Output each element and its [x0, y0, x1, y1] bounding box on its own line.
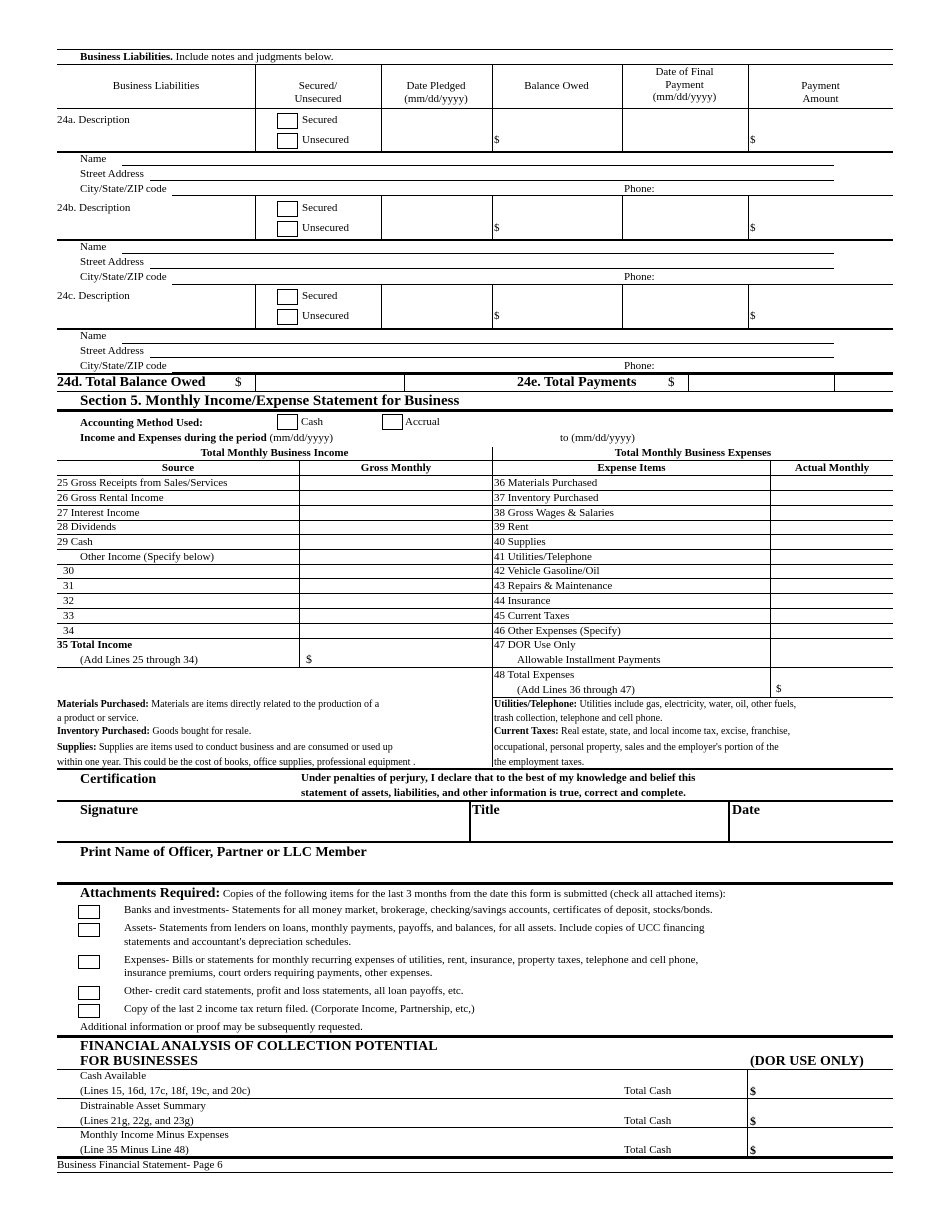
secured-checkbox[interactable]	[277, 113, 298, 129]
analysis-title-1: FINANCIAL ANALYSIS OF COLLECTION POTENTIAL	[80, 1039, 438, 1054]
certification-title: Certification	[80, 772, 157, 787]
cash-checkbox[interactable]	[277, 414, 298, 430]
divider	[57, 49, 893, 50]
accounting-method-label: Accounting Method Used:	[80, 417, 203, 429]
balance-dollar: $	[494, 134, 500, 146]
attachment-checkbox-expenses[interactable]	[78, 955, 100, 969]
divider	[57, 64, 893, 65]
attachment-checkbox-tax-return[interactable]	[78, 1004, 100, 1018]
certification-statement-1: Under penalties of perjury, I declare that to the best of my knowledge and belief this	[301, 772, 696, 784]
page-footer: Business Financial Statement- Page 6	[57, 1159, 223, 1171]
unsecured-checkbox[interactable]	[277, 221, 298, 237]
signature-line[interactable]	[57, 841, 893, 843]
attachments-heading: Attachments Required: Copies of the following items for the last 3 months from the date this form is submitted (check all attached items):	[80, 886, 726, 901]
row-label: 24a. Description	[57, 114, 130, 126]
city-label: City/State/ZIP code	[80, 183, 167, 195]
street-label: Street Address	[80, 168, 144, 180]
unsecured-checkbox[interactable]	[277, 309, 298, 325]
cash-available-label: Cash Available	[80, 1070, 147, 1082]
street-label: Street Address	[80, 345, 144, 357]
total-balance-label: 24d. Total Balance Owed	[57, 375, 206, 390]
col-date-pledged: Date Pledged (mm/dd/yyyy)	[404, 80, 468, 105]
attachment-assets-cont: statements and accountant's depreciation schedules.	[124, 936, 352, 948]
phone-label: Phone:	[624, 271, 655, 283]
total-payments-label: 24e. Total Payments	[517, 375, 637, 390]
row-label: 24c. Description	[57, 290, 130, 302]
total-cash-dollar: $	[750, 1084, 756, 1098]
secured-label: Secured	[302, 202, 338, 214]
note-supplies-cont: within one year. This could be the cost of books, office supplies, professional equipment .	[57, 757, 416, 768]
col-secured: Secured/ Unsecured	[294, 80, 342, 105]
cash-available-lines: (Lines 15, 16d, 17c, 18f, 19c, and 20c)	[80, 1085, 251, 1097]
attachment-checkbox-banks[interactable]	[78, 905, 100, 919]
income-row-33: 33	[63, 610, 74, 622]
expense-row-36: 36 Materials Purchased	[494, 477, 598, 489]
income-row-26: 26 Gross Rental Income	[57, 492, 164, 504]
unsecured-label: Unsecured	[302, 310, 350, 322]
secured-label: Secured	[302, 114, 338, 126]
name-label: Name	[80, 153, 107, 165]
total-income-sub: (Add Lines 25 through 34)	[80, 654, 198, 666]
total-cash-dollar: $	[750, 1143, 756, 1157]
expense-row-46: 46 Other Expenses (Specify)	[494, 625, 621, 637]
attachments-footer-note: Additional information or proof may be subsequently requested.	[80, 1021, 363, 1033]
phone-label: Phone:	[624, 360, 655, 372]
name-label: Name	[80, 241, 107, 253]
note-utilities-cont: trash collection, telephone and cell phone.	[494, 713, 663, 724]
income-row-27: 27 Interest Income	[57, 507, 140, 519]
col-final-payment: Date of Final Payment (mm/dd/yyyy)	[652, 66, 717, 104]
signature-label: Signature	[80, 803, 139, 818]
city-label: City/State/ZIP code	[80, 271, 167, 283]
gross-col: Gross Monthly	[360, 462, 432, 474]
divider	[57, 108, 893, 109]
phone-label: Phone:	[624, 183, 655, 195]
total-balance-dollar: $	[235, 374, 242, 389]
income-row-29: 29 Cash	[57, 536, 93, 548]
total-expenses-sub: (Add Lines 36 through 47)	[517, 684, 635, 696]
total-cash-dollar: $	[750, 1114, 756, 1128]
name-label: Name	[80, 330, 107, 342]
print-name-line[interactable]	[57, 882, 893, 885]
secured-checkbox[interactable]	[277, 201, 298, 217]
cash-label: Cash	[301, 416, 323, 428]
print-name-label: Print Name of Officer, Partner or LLC Member	[80, 845, 367, 860]
analysis-title-2: FOR BUSINESSES	[80, 1054, 198, 1069]
attachment-expenses-cont: insurance premiums, court orders requiring payments, other expenses.	[124, 967, 433, 979]
total-expenses-dollar: $	[776, 683, 782, 695]
note-taxes-cont: occupational, personal property, sales and the employer's portion of the	[494, 742, 779, 753]
payment-dollar: $	[750, 222, 756, 234]
payment-dollar: $	[750, 134, 756, 146]
col-payment-amount: Payment Amount	[801, 80, 840, 105]
actual-col: Actual Monthly	[794, 462, 870, 474]
payment-dollar: $	[750, 310, 756, 322]
name-field[interactable]	[122, 343, 834, 344]
col-balance-owed: Balance Owed	[524, 80, 589, 92]
city-field[interactable]	[172, 195, 893, 196]
city-label: City/State/ZIP code	[80, 360, 167, 372]
source-col: Source	[161, 462, 195, 474]
street-label: Street Address	[80, 256, 144, 268]
title-label: Title	[472, 803, 500, 818]
income-row-32: 32	[63, 595, 74, 607]
income-minus-expenses-lines: (Line 35 Minus Line 48)	[80, 1144, 189, 1156]
unsecured-label: Unsecured	[302, 134, 350, 146]
expense-header: Total Monthly Business Expenses	[614, 447, 772, 459]
total-income-label: 35 Total Income	[57, 639, 133, 651]
certification-statement-2: statement of assets, liabilities, and other information is true, correct and complete.	[301, 787, 686, 799]
note-materials-cont: a product or service.	[57, 713, 139, 724]
income-row-28: 28 Dividends	[57, 521, 116, 533]
note-taxes: Current Taxes: Real estate, state, and local income tax, excise, franchise,	[494, 726, 791, 737]
name-field[interactable]	[122, 165, 834, 166]
secured-label: Secured	[302, 290, 338, 302]
note-taxes-cont2: the employment taxes.	[494, 757, 585, 768]
note-materials: Materials Purchased: Materials are items directly related to the production of a	[57, 699, 380, 710]
total-cash-label: Total Cash	[624, 1115, 672, 1127]
section5-title: Section 5. Monthly Income/Expense Statement for Business	[80, 393, 460, 409]
city-field[interactable]	[172, 284, 893, 285]
attachment-expenses: Expenses- Bills or statements for monthly recurring expenses of utilities, rent, insurance, property taxes, telephone and cell phone,	[124, 954, 699, 966]
total-income-dollar: $	[306, 652, 312, 666]
distrainable-label: Distrainable Asset Summary	[80, 1100, 206, 1112]
income-row-25: 25 Gross Receipts from Sales/Services	[57, 477, 228, 489]
unsecured-checkbox[interactable]	[277, 133, 298, 149]
col-business-liabilities: Business Liabilities	[112, 80, 200, 92]
income-row-31: 31	[63, 580, 74, 592]
attachment-tax-return: Copy of the last 2 income tax return filed. (Corporate Income, Partnership, etc,)	[124, 1003, 475, 1015]
expense-row-44: 44 Insurance	[494, 595, 551, 607]
income-minus-expenses-label: Monthly Income Minus Expenses	[80, 1129, 229, 1141]
expense-row-37: 37 Inventory Purchased	[494, 492, 599, 504]
expense-row-40: 40 Supplies	[494, 536, 546, 548]
income-row-30: 30	[63, 565, 74, 577]
accrual-checkbox[interactable]	[382, 414, 403, 430]
total-payments-dollar: $	[668, 374, 675, 389]
note-utilities: Utilities/Telephone: Utilities include gas, electricity, water, oil, other fuels,	[494, 699, 797, 710]
unsecured-label: Unsecured	[302, 222, 350, 234]
expense-row-43: 43 Repairs & Maintenance	[494, 580, 613, 592]
income-row-34: 34	[63, 625, 74, 637]
distrainable-lines: (Lines 21g, 22g, and 23g)	[80, 1115, 194, 1127]
street-field[interactable]	[150, 357, 834, 358]
total-cash-label: Total Cash	[624, 1085, 672, 1097]
expense-row-45: 45 Current Taxes	[494, 610, 570, 622]
liabilities-heading: Business Liabilities. Include notes and judgments below.	[80, 51, 334, 63]
balance-dollar: $	[494, 310, 500, 322]
dor-use-only: (DOR USE ONLY)	[750, 1054, 864, 1069]
attachment-banks: Banks and investments- Statements for all money market, brokerage, checking/savings accounts, certificates of deposit, stocks/bonds.	[124, 904, 713, 916]
expense-row-41: 41 Utilities/Telephone	[494, 551, 592, 563]
accrual-label: Accrual	[405, 416, 440, 428]
secured-checkbox[interactable]	[277, 289, 298, 305]
attachment-checkbox-assets[interactable]	[78, 923, 100, 937]
total-expenses-label: 48 Total Expenses	[494, 669, 575, 681]
expense-items-col: Expense Items	[597, 462, 666, 474]
street-field[interactable]	[150, 268, 834, 269]
expense-row-38: 38 Gross Wages & Salaries	[494, 507, 614, 519]
dor-use-sub: Allowable Installment Payments	[517, 654, 661, 666]
expense-row-39: 39 Rent	[494, 521, 529, 533]
period-to-label: to (mm/dd/yyyy)	[560, 432, 635, 444]
row-label: 24b. Description	[57, 202, 131, 214]
attachment-other: Other- credit card statements, profit and loss statements, all loan payoffs, etc.	[124, 985, 464, 997]
attachment-checkbox-other[interactable]	[78, 986, 100, 1000]
date-label: Date	[732, 803, 760, 818]
note-supplies: Supplies: Supplies are items used to conduct business and are consumed or used up	[57, 742, 393, 753]
dor-use-label: 47 DOR Use Only	[494, 639, 576, 651]
note-inventory: Inventory Purchased: Goods bought for resale.	[57, 726, 252, 737]
other-income-label: Other Income (Specify below)	[80, 551, 215, 563]
income-header: Total Monthly Business Income	[200, 447, 349, 459]
attachment-assets: Assets- Statements from lenders on loans, monthly payments, payoffs, and balances, for all assets. Include copies of UCC financing	[124, 922, 705, 934]
street-field[interactable]	[150, 180, 834, 181]
name-field[interactable]	[122, 253, 834, 254]
balance-dollar: $	[494, 222, 500, 234]
total-cash-label: Total Cash	[624, 1144, 672, 1156]
period-label: Income and Expenses during the period (mm/dd/yyyy)	[80, 432, 334, 444]
expense-row-42: 42 Vehicle Gasoline/Oil	[494, 565, 600, 577]
